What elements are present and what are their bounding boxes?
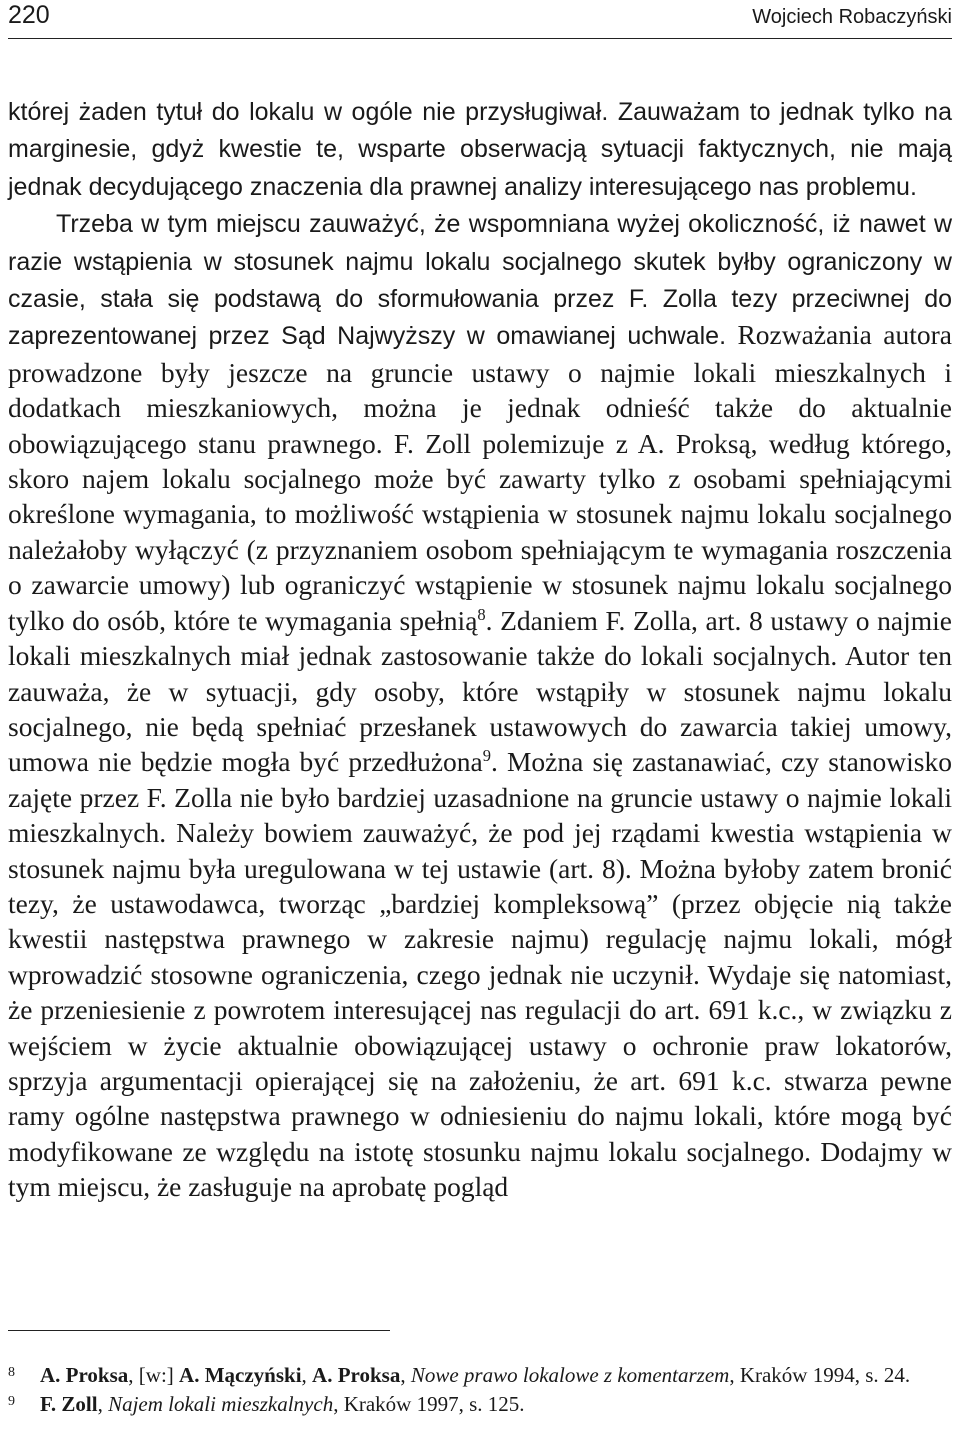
footnotes bbox=[8, 1361, 952, 1419]
footnote-text: , bbox=[400, 1363, 411, 1387]
paragraph-2 bbox=[8, 205, 952, 1204]
paragraph-2-text-a: Rozważania autora prowadzone były jeszcze na gruncie ustawy o najmie lokali mieszkalnych i dodatkach mieszkaniowych, można je jednak odnieść także do aktualnie obowiązującego stanu prawnego. F. Zoll polemizuje z A. Proksą, według którego, skoro najem lokalu socjalnego może być zawarty tylko z osobami spełniającymi określone wymagania, to możliwość wstąpienia w stosunek najmu lokalu socjalnego należałoby wyłączyć (z przyznaniem osobom spełniającym te wymagania roszczenia o zawarcie umowy) lub ograniczyć wstąpienie w stosunek najmu lokalu socjalnego tylko do osób, które te wymagania spełnią bbox=[8, 319, 952, 636]
paragraph-2-text-c: . Można się zastanawiać, czy stanowisko zajęte przez F. Zolla nie było bardziej uzasadnione na gruncie ustawy o najmie lokali mieszkalnych. Należy bowiem zauważyć, że pod jej rządami kwestia wstąpienia w stosunek najmu była uregulowana w tej ustawie (art. 8). Można byłoby zatem bronić tezy, że ustawodawca, tworząc „bardziej kompleksową” (przez objęcie nią także kwestii następstwa prawnego w zakresie najmu) regulację najmu lokali, mógł wprowadzić stosowne ograniczenia, czego jednak nie uczynił. Wydaje się natomiast, że przeniesienie z powrotem interesującej nas regulacji do art. 691 k.c., w związku z wejściem w życie aktualnie obowiązującej ustawy o ochronie praw lokatorów, sprzyja argumentacji opierającej się na założeniu, że art. 691 k.c. stwarza pewne ramy ogólne następstwa prawnego w odniesieniu do najmu lokali, które mogą być modyfikowane ze względu na istotę stosunku najmu lokalu socjalnego. Dodajmy w tym miejscu, że zasługuje na aprobatę pogląd bbox=[8, 746, 952, 1203]
footnote-title: Najem lokali mieszkalnych bbox=[108, 1392, 334, 1416]
page-number: 220 bbox=[8, 1, 50, 29]
footnote-text: , bbox=[301, 1363, 313, 1387]
paragraph-1-text: której żaden tytuł do lokalu w ogóle nie przysługiwał. Zauważam to jednak tylko na marginesie, gdyż kwestie te, wsparte obserwacją sytuacji faktycznych, nie mają jednak decydującego znaczenia dla prawnej analizy interesującego nas problemu. bbox=[8, 98, 952, 201]
page-header bbox=[8, 0, 952, 39]
footnote-author: F. Zoll bbox=[40, 1392, 98, 1416]
footnote-text: , Kraków 1997, s. 125. bbox=[333, 1392, 525, 1416]
footnote-separator bbox=[8, 1330, 390, 1331]
footnote-author: A. Mączyński bbox=[179, 1363, 302, 1387]
footnote-8 bbox=[8, 1361, 952, 1390]
footnote-title: Nowe prawo lokalowe z komentarzem bbox=[410, 1363, 730, 1387]
footnote-author: A. Proksa bbox=[40, 1363, 129, 1387]
footnote-ref-8[interactable]: 8 bbox=[477, 604, 486, 624]
paragraph-2-text-b: . Zdaniem F. Zolla, art. 8 ustawy o najmie lokali mieszkalnych miał jednak zastosowanie także do lokali socjalnych. Autor ten zauważa, że w sytuacji, gdy osoby, które wstąpiły w stosunek najmu lokalu socjalnego, nie będą spełniać przesłanek ustawowych do zawarcia takiej umowy, umowa nie będzie mogła być przedłużona bbox=[8, 604, 952, 778]
footnote-text: , bbox=[97, 1392, 109, 1416]
footnote-text: , [w:] bbox=[128, 1363, 180, 1387]
main-text bbox=[8, 93, 952, 1205]
footnote-mark: 9 bbox=[8, 1394, 15, 1409]
footnote-ref-9[interactable]: 9 bbox=[482, 746, 491, 766]
running-title: Wojciech Robaczyński bbox=[752, 6, 952, 28]
footnote-mark: 8 bbox=[8, 1365, 15, 1380]
paragraph-2-sans-text: Trzeba w tym miejscu zauważyć, że wspomniana wyżej okoliczność, iż nawet w razie wstąpienia w stosunek najmu lokalu socjalnego skutek byłby ograniczony w czasie, stała się podstawą do sformułowania przez F. Zolla tezy przeciwnej do zaprezentowanej przez Sąd Najwyższy w omawianej uchwale. bbox=[8, 210, 952, 351]
footnote-9 bbox=[8, 1390, 952, 1419]
footnote-text: , Kraków 1994, s. 24. bbox=[729, 1363, 911, 1387]
footnote-author: A. Proksa bbox=[312, 1363, 401, 1387]
paragraph-1 bbox=[8, 93, 952, 205]
